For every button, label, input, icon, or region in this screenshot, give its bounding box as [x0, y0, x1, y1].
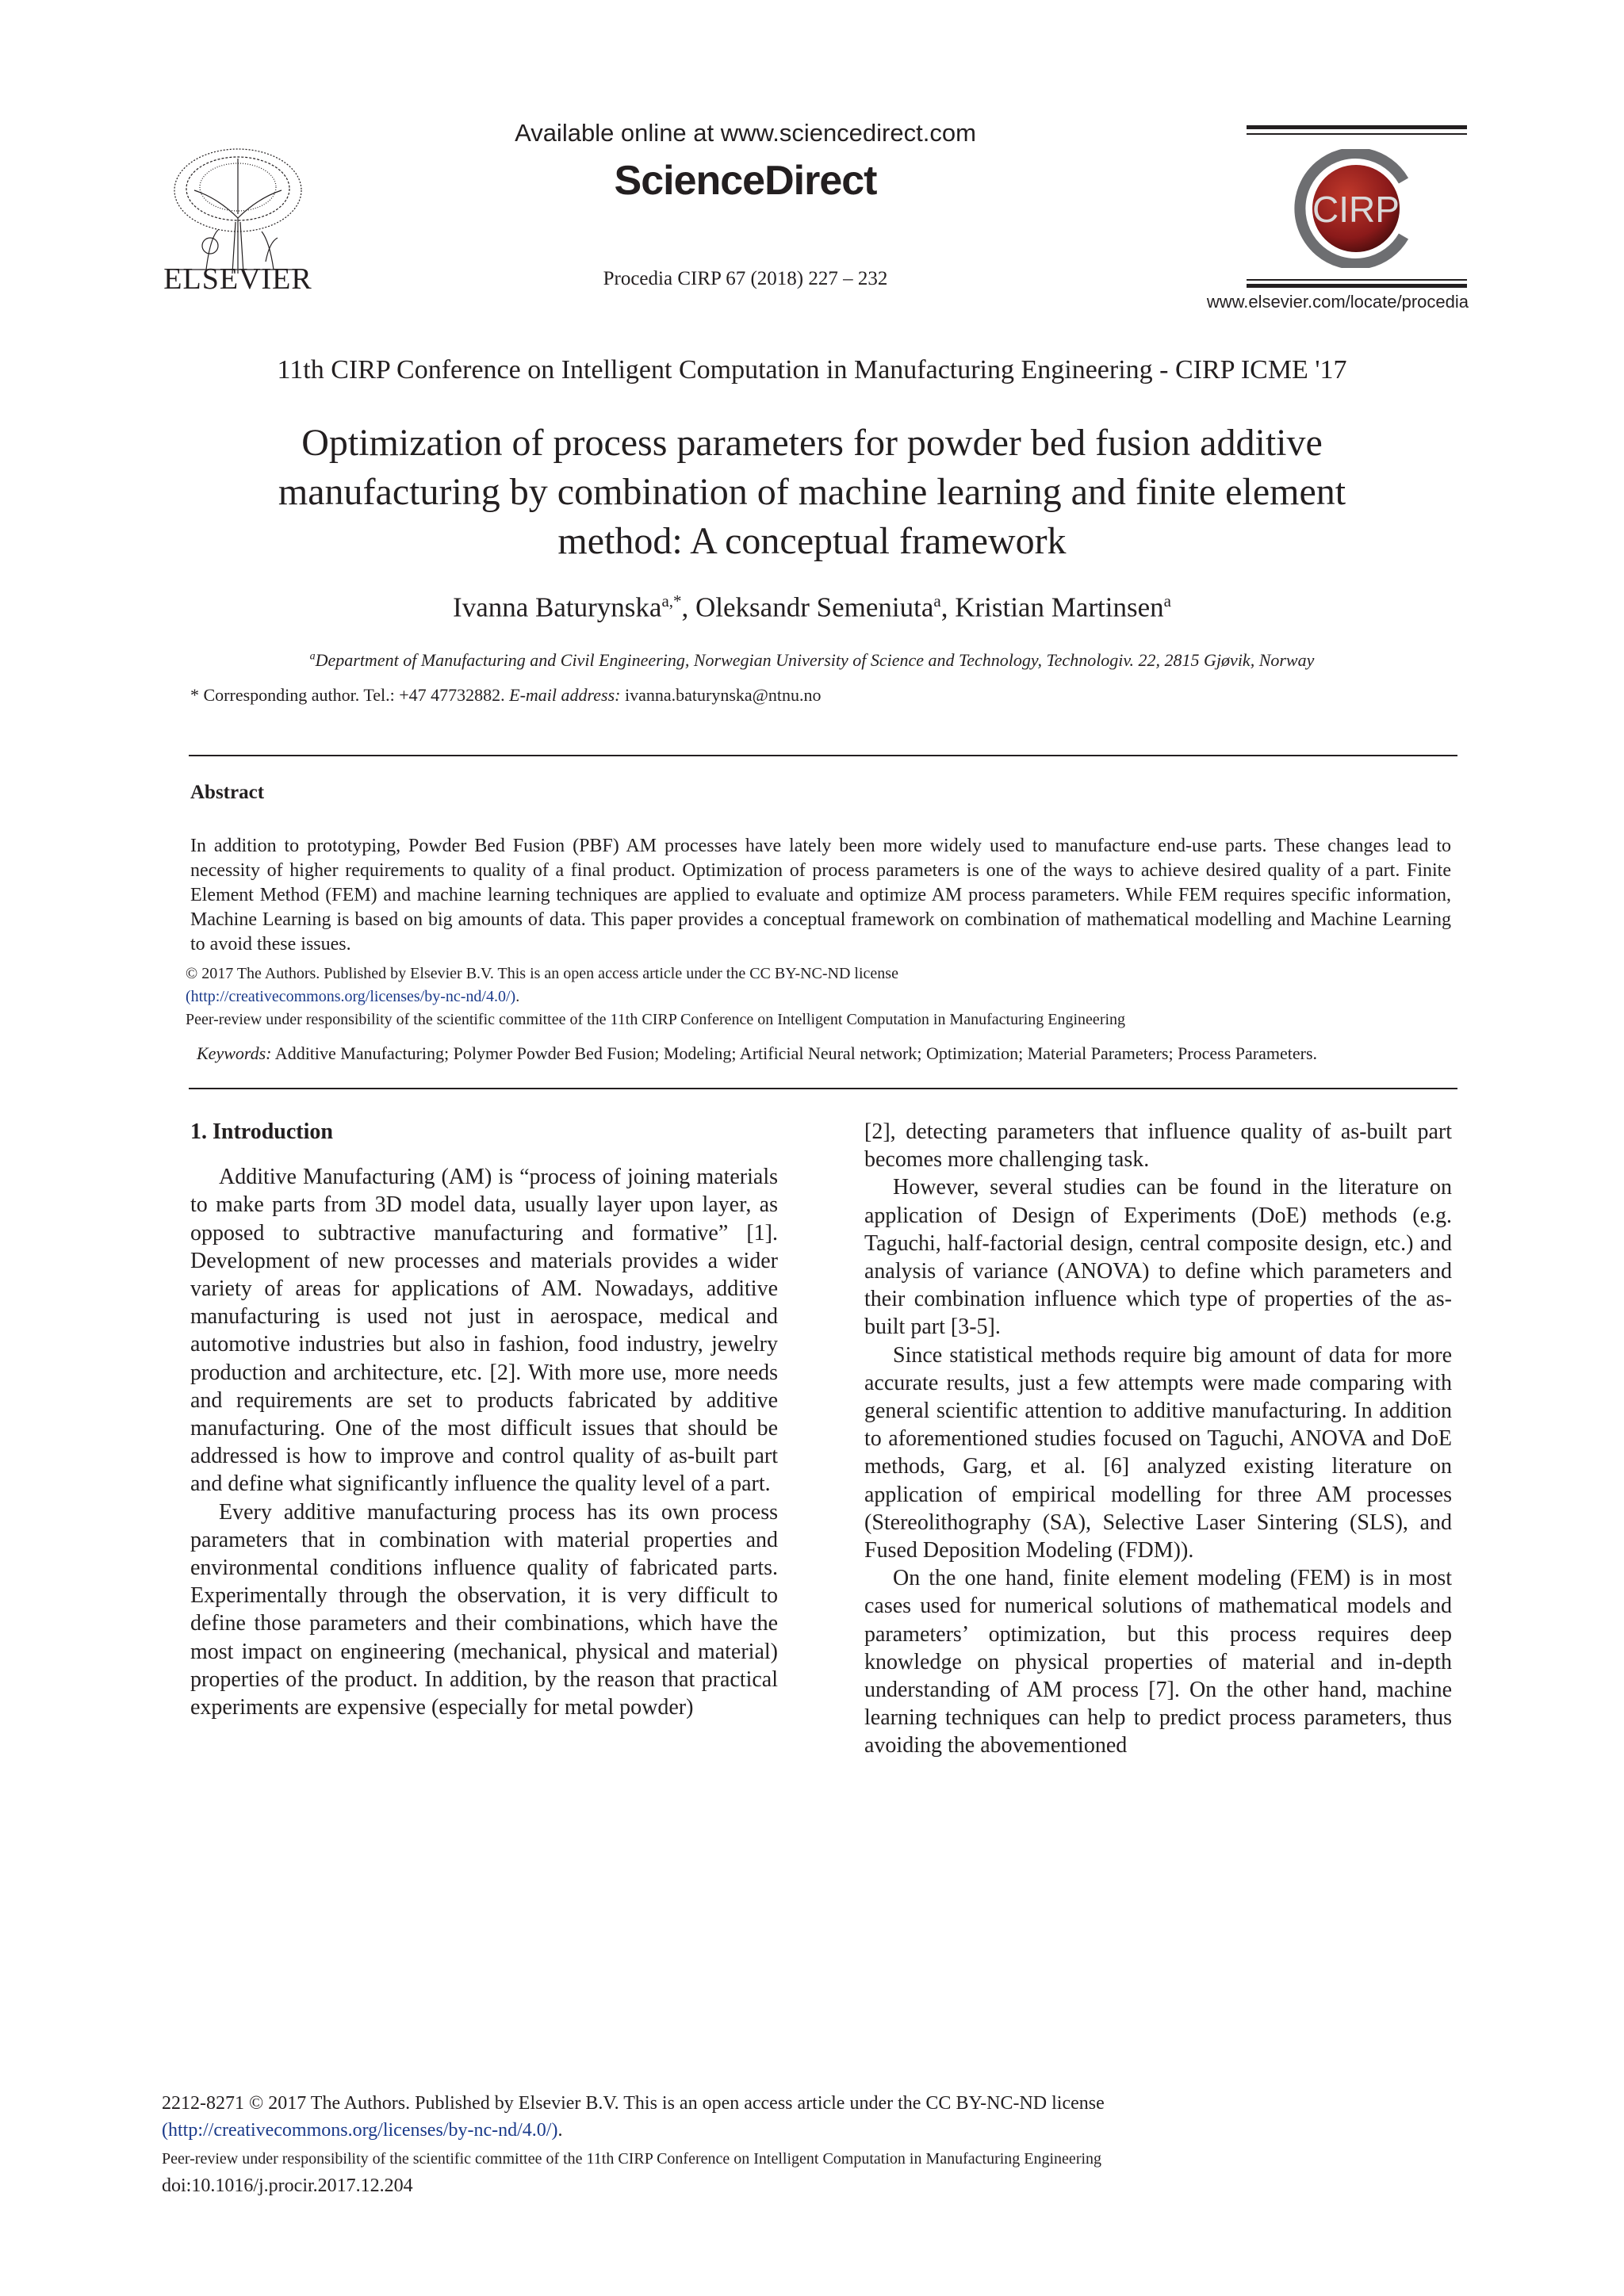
author-name: Kristian Martinsen	[955, 591, 1164, 623]
author-affiliation-mark: a,*	[661, 591, 682, 610]
footer-peer-review: Peer-review under responsibility of the scientific committee of the 11th CIRP Conference on Intelligent Computation in Manufacturing Engineering	[162, 2150, 1102, 2168]
paragraph: Since statistical methods require big amount of data for more accurate results, just a few attempts were made comparing with general scientific attention to additive manufacturing. In addition to aforementioned studies focused on Taguchi, ANOVA and DoE methods, Garg, et al. [6] analyzed existing literature on application of empirical modelling for three AM processes (Stereolithography (SA), Selective Laser Sintering (SLS), and Fused Deposition Modeling (FDM)).	[864, 1342, 1452, 1563]
abstract-bottom-rule	[189, 1088, 1457, 1089]
license-link[interactable]: (http://creativecommons.org/licenses/by-nc-nd/4.0/)	[186, 988, 516, 1005]
title-line: manufacturing by combination of machine learning and finite element	[278, 471, 1346, 513]
body-column-left	[190, 1118, 778, 1721]
author-list: Ivanna Baturynska$^{a,*}$, Oleksandr Semeniuta$^a$, Kristian Martinsen$^a$	[453, 591, 1171, 623]
section-heading: 1. Introduction	[190, 1119, 333, 1144]
title-line: method: A conceptual framework	[557, 520, 1067, 562]
conference-name: 11th CIRP Conference on Intelligent Computation in Manufacturing Engineering - CIRP ICME '17	[277, 355, 1347, 385]
sciencedirect-wordmark: ScienceDirect	[614, 158, 877, 204]
abstract-top-rule	[189, 755, 1457, 756]
abstract-license: (http://creativecommons.org/licenses/by-nc-nd/4.0/).	[186, 988, 520, 1005]
available-online-text: Available online at www.sciencedirect.com	[515, 119, 976, 147]
svg-text:CIRP: CIRP	[1312, 189, 1400, 230]
keywords	[197, 1043, 1317, 1064]
abstract-text: In addition to prototyping, Powder Bed Fusion (PBF) AM processes have lately been more widely used to manufacture end-use parts. These changes lead to necessity of higher requirements to quality of a final product. Optimization of process parameters is one of the ways to achieve desired quality of a part. Finite Element Method (FEM) and machine learning techniques are applied to evaluate and optimize AM process parameters. While FEM requires specific information, Machine Learning is based on big amounts of data. This paper provides a conceptual framework on combination of mathematical modelling and Machine Learning to avoid these issues.	[190, 836, 1451, 955]
journal-citation: Procedia CIRP 67 (2018) 227 – 232	[603, 268, 888, 289]
paragraph: However, several studies can be found in the literature on application of Design of Experiments (DoE) methods (e.g. Taguchi, half-factorial design, central composite design, etc.) and analysis of variance (ANOVA) to define which parameters and their combination influence which type of properties of the as-built part [3-5].	[864, 1175, 1452, 1340]
affiliation: $^a$Department of Manufacturing and Civil Engineering, Norwegian University of Science and Technology, Technologiv. 22, 2815 Gjøvik, Norway	[309, 650, 1315, 670]
cirp-bottom-rule-thin	[1247, 279, 1467, 281]
body-column-right	[864, 1118, 1452, 1760]
paper-title	[159, 419, 1465, 566]
author-affiliation-mark: a	[1163, 591, 1171, 610]
footer-license: (http://creativecommons.org/licenses/by-nc-nd/4.0/).	[162, 2120, 563, 2141]
paragraph: On the one hand, finite element modeling (FEM) is in most cases used for numerical solutions of mathematical models and parameters’ optimization, but this process requires deep knowledge on physical properties of material and in-depth understanding of AM process [7]. On the other hand, machine learning techniques can help to predict process parameters, thus avoiding the abovementioned	[864, 1566, 1452, 1758]
footer-issn-license: 2212-8271 © 2017 The Authors. Published by Elsevier B.V. This is an open access article under the CC BY-NC-ND license	[162, 2093, 1105, 2114]
paragraph: [2], detecting parameters that influence quality of as-built part becomes more challenging task.	[864, 1119, 1452, 1173]
author-name: Oleksandr Semeniuta	[695, 591, 934, 623]
cirp-bottom-rule	[1247, 284, 1467, 288]
author-affiliation-mark: a	[933, 591, 941, 610]
cirp-top-rule	[1247, 125, 1467, 129]
abstract-peer-review: Peer-review under responsibility of the scientific committee of the 11th CIRP Conference on Intelligent Computation in Manufacturing Engineering	[186, 1011, 1126, 1028]
author-email-link[interactable]: ivanna.baturynska@ntnu.no	[620, 685, 822, 705]
abstract-heading: Abstract	[190, 782, 265, 803]
footer-doi[interactable]: doi:10.1016/j.procir.2017.12.204	[162, 2175, 413, 2196]
keywords-list: Additive Manufacturing; Polymer Powder Bed Fusion; Modeling; Artificial Neural network; Optimization; Material Parameters; Process Parameters.	[271, 1043, 1318, 1063]
corresponding-author: * Corresponding author. Tel.: +47 47732882. E-mail address: ivanna.baturynska@ntnu.no	[190, 685, 822, 705]
title-line: Optimization of process parameters for powder bed fusion additive	[301, 422, 1323, 464]
cirp-top-rule-thin	[1247, 133, 1467, 135]
paragraph: Every additive manufacturing process has its own process parameters that in combination with material properties and environmental conditions influence quality of fabricated parts. Experimentally through the observation, it is very difficult to define those parameters and their combinations, which have the most impact on engineering (mechanical, physical and material) properties of the product. In addition, by the reason that practical experiments are expensive (especially for metal powder)	[190, 1499, 778, 1720]
elsevier-url[interactable]: www.elsevier.com/locate/procedia	[1206, 292, 1469, 312]
author-name: Ivanna Baturynska	[453, 591, 662, 623]
footer-license-link[interactable]: (http://creativecommons.org/licenses/by-nc-nd/4.0/)	[162, 2120, 558, 2141]
cirp-logo	[1285, 149, 1427, 268]
paragraph: Additive Manufacturing (AM) is “process of joining materials to make parts from 3D model data, usually layer upon layer, as opposed to subtractive manufacturing and formative” [1]. Development of new processes and materials provides a wider variety of areas for applications of AM. Nowadays, additive manufacturing is used not just in aerospace, medical and automotive industries but also in fashion, food industry, jewelry production and architecture, etc. [2]. With more use, more needs and requirements are set to products fabricated by additive manufacturing. One of the most difficult issues that should be addressed is how to improve and control quality of as-built part and define what significantly influence the quality level of a part.	[190, 1165, 778, 1497]
elsevier-wordmark: ELSEVIER	[163, 262, 312, 296]
keywords-label: Keywords:	[197, 1043, 272, 1063]
abstract-copyright: © 2017 The Authors. Published by Elsevier B.V. This is an open access article under the CC BY-NC-ND license	[186, 965, 898, 982]
